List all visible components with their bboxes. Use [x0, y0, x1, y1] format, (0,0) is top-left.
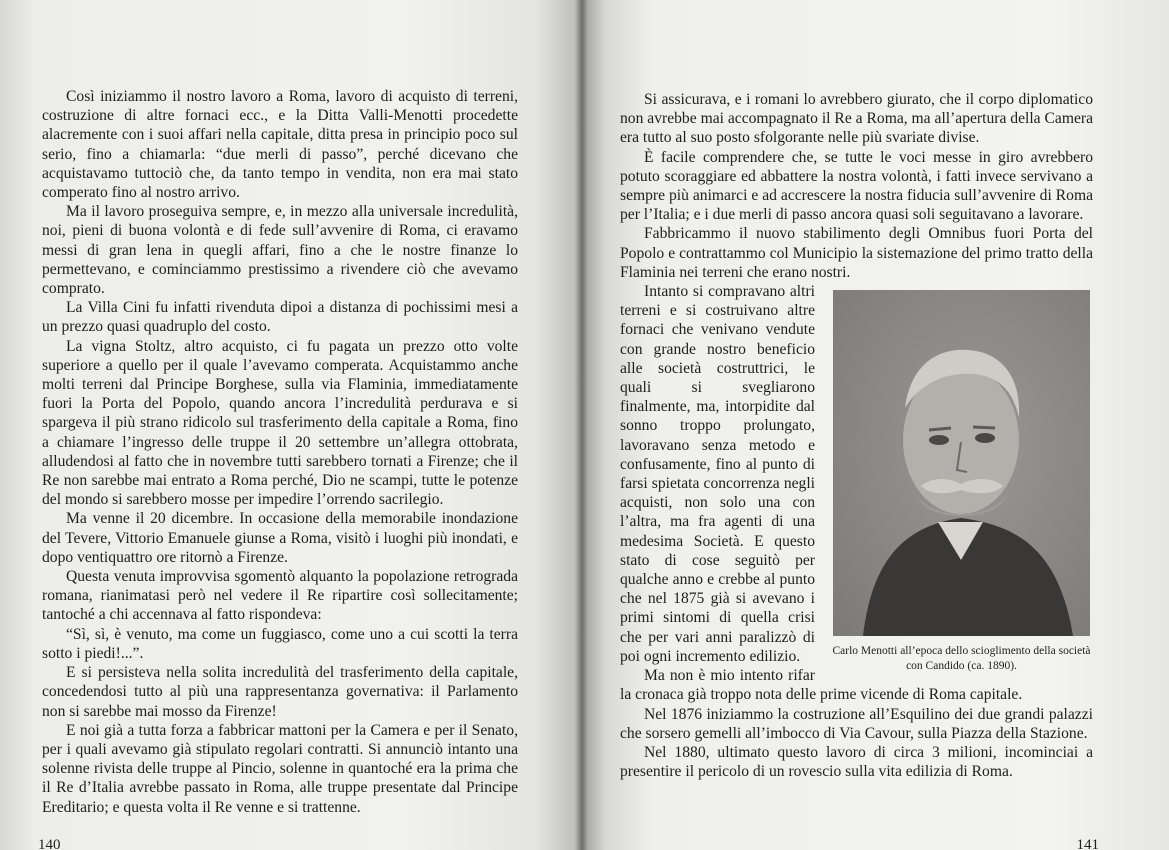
paragraph: Si assicurava, e i romani lo avrebbero giurato, che il corpo diplomatico non avrebbe mai accompagnato il Re a Roma, ma all’apertura della Camera era tutto al suo posto sfolgorante nelle più svariate divise.: [620, 91, 1093, 147]
figure-caption: Carlo Menotti all’epoca dello scioglimento della società con Candido (ca. 1890).: [832, 645, 1091, 673]
paragraph: Intanto si compravano altri terreni e si costruivano altre fornaci che venivano vendute con grande nostro beneficio alle società costruttrici, le quali si svegliarono finalmente, ma, intorpidite dal sonno troppo prolungato, lavoravano senza metodo e confusamente, fino al punto di farsi spietata concorrenza negli acquisti, non solo una con l’altra, ma fra agenti di una medesima Società. E questo stato di cose seguitò per qualche anno e crebbe al punto che nel 1875 già si avevano i primi sintomi di quella crisi che per vari anni paralizzò di poi ogni incremento edilizio.: [620, 283, 815, 665]
paragraph: Nel 1880, ultimato questo lavoro di circa 3 milioni, incominciai a presentire il pericolo di un rovescio sulla vita edilizia di Roma.: [620, 743, 1093, 781]
paragraph: Fabbricammo il nuovo stabilimento degli Omnibus fuori Porta del Popolo e contrattammo col Municipio la sistemazione del primo tratto della Flaminia nei terreni che erano nostri.: [620, 225, 1093, 281]
paragraph: E noi già a tutta forza a fabbricar mattoni per la Camera e per il Senato, per i quali avevamo già stipulato regolari contratti. Si annunciò intanto una solenne rivista delle truppe al Pincio, solenne in quantoché era la prima che il Re d’Italia avrebbe passato in Roma, alle truppe presentate dal Principe Ereditario; e questa volta il Re venne e si trattenne.: [42, 721, 518, 816]
portrait-figure: [825, 290, 1098, 674]
left-page-text: [42, 87, 518, 817]
paragraph: E si persisteva nella solita incredulità del trasferimento della capitale, concedendosi tutto al più una rappresentanza governativa: il Parlamento non si sarebbe mai mosso da Firenze!: [42, 664, 518, 720]
book-gutter: [575, 0, 589, 850]
paragraph: Ma il lavoro proseguiva sempre, e, in mezzo alla universale incredulità, noi, pieni di buona volontà e di fede sull’avvenire di Roma, ci eravamo messi di gran lena in quegli affari, fino a che le nostre finanze lo permettevano, e cominciammo prestissimo a rivendere ciò che avevamo comprato.: [42, 203, 518, 298]
right-page: [582, 0, 1169, 850]
paragraph: “Sì, sì, è venuto, ma come un fuggiasco, come uno a cui scotti la terra sotto i piedi!...”.: [42, 625, 518, 662]
paragraph: Nel 1876 iniziammo la costruzione all’Esquilino dei due grandi palazzi che sorsero gemelli all’imbocco di Via Cavour, sulla Piazza della Stazione.: [620, 705, 1093, 742]
page-number-left: 140: [38, 837, 61, 850]
portrait-photo: [833, 290, 1090, 636]
left-page: [0, 0, 582, 850]
paragraph: La Villa Cini fu infatti rivenduta dipoi a distanza di pochissimi mesi a un prezzo quasi quadruplo del costo.: [42, 299, 518, 336]
right-page-text: [620, 90, 1093, 781]
paragraph: Ma non è mio intento rifar la cronaca già troppo nota delle prime vicende di Roma capitale.: [620, 667, 1023, 704]
paragraph: La vigna Stoltz, altro acquisto, ci fu pagata un prezzo otto volte superiore a quello per il quale l’avevamo comperata. Acquistammo anche molti terreni dal Principe Borghese, sulla via Flaminia, immediatamente fuori la Porta del Popolo, quando ancora l’incredulità perdurava e si spargeva il più strano ridicolo sul trasferimento della capitale a Roma, fino a chiamare l’ingresso delle truppe il 20 settembre un’allegra ottobrata, alludendosi al fatto che in novembre tutti sarebbero tornati a Firenze; che il Re non sarebbe mai entrato a Roma perché, Dio ne scampi, tutte le potenze del mondo si sarebbero mosse per impedire l’orrendo sacrilegio.: [42, 337, 518, 509]
page-number-right: 141: [1076, 837, 1099, 850]
paragraph: Ma venne il 20 dicembre. In occasione della memorabile inondazione del Tevere, Vittorio Emanuele giunse a Roma, visitò i luoghi più inondati, e dopo ventiquattro ore ritornò a Firenze.: [42, 510, 518, 566]
paragraph: Così iniziammo il nostro lavoro a Roma, lavoro di acquisto di terreni, costruzione di altre fornaci ecc., e la Ditta Valli-Menotti procedette alacremente con i suoi affari nella capitale, ditta presa in principio poco sul serio, fino a chiamarla: “due merli di passo”, perché dicevano che acquistavamo tuttociò che, da tanto tempo in vendita, non era mai stato comperato fino al nostro arrivo.: [42, 88, 518, 202]
paragraph: Questa venuta improvvisa sgomentò alquanto la popolazione retrograda romana, rianimatasi però nel vedere il Re ripartire così sollecitamente; tantoché a chi accennava al fatto rispondeva:: [42, 568, 518, 624]
portrait-illustration: [833, 290, 1090, 636]
paragraph: È facile comprendere che, se tutte le voci messe in giro avrebbero potuto scoraggiare ed abbattere la nostra volontà, i fatti invece servivano a sempre più animarci e ad accrescere la nostra fiducia sull’avvenire di Roma per l’Italia; e i due merli di passo ancora quasi soli seguitavano a lavorare.: [620, 148, 1093, 224]
